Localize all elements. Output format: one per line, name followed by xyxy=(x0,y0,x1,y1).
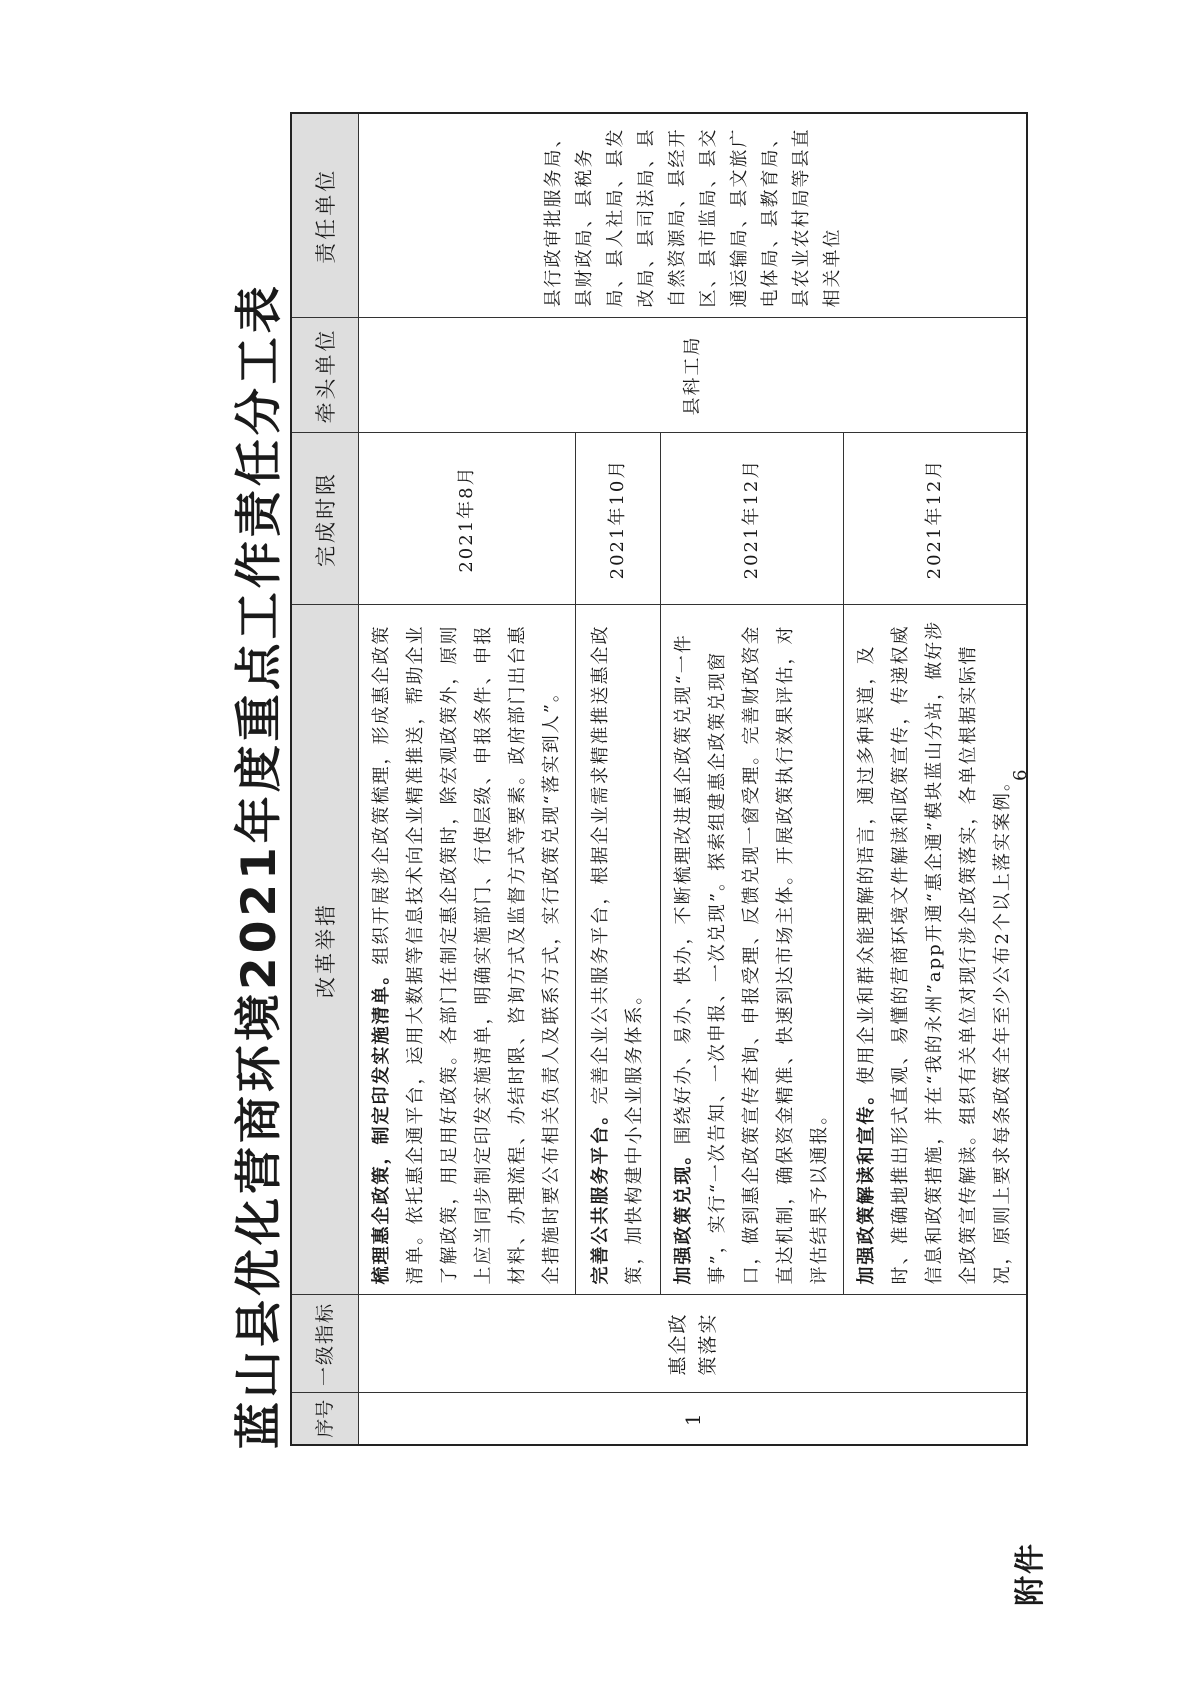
attachment-label: 附件 xyxy=(1013,1542,1048,1606)
measure-text: 围绕好办、易办、快办，不断梳理改进惠企政策兑现“一件事”，实行“一次告知、一次申报、一次兑现”。探索组建惠企政策兑现窗口，做到惠企政策宣传查询、申报受理、反馈兑现一窗受理。完善财政资金直达机制，确保资金精准、快速到达市场主体。开展政策执行效果评估，对评估结果予以通报。 xyxy=(673,624,830,1285)
deadline-cell: 2021年8月 xyxy=(359,433,576,605)
row-index: 1 xyxy=(359,1393,1028,1445)
measure-lead: 梳理惠企政策，制定印发实施清单。 xyxy=(371,964,392,1285)
measure-lead: 加强政策解读和宣传。 xyxy=(856,1084,877,1285)
responsible-units-cell: 县行政审批服务局、县财政局、县税务局、县人社局、县发改局、县司法局、县自然资源局、县经开区、县市监局、县交通运输局、县文旅广电体局、县教育局、县农业农村局等县直相关单位 xyxy=(359,113,1028,318)
deadline-cell: 2021年12月 xyxy=(661,433,844,605)
header-indicator: 一级指标 xyxy=(291,1295,359,1393)
header-lead-unit: 牵头单位 xyxy=(291,318,359,433)
header-responsible: 责任单位 xyxy=(291,113,359,318)
measure-text: 完善企业公共服务平台，根据企业需求精准推送惠企政策，加快构建中小企业服务体系。 xyxy=(590,624,645,1285)
row-indicator: 惠企政策落实 xyxy=(359,1295,1028,1393)
responsibility-table xyxy=(290,112,1028,1446)
lead-unit-cell: 县科工局 xyxy=(359,318,1028,433)
table-header-row xyxy=(291,113,359,1445)
header-deadline: 完成时限 xyxy=(291,433,359,605)
measure-cell xyxy=(576,605,661,1295)
measure-text: 使用企业和群众能理解的语言，通过多种渠道，及时、准确地推出形式直观、易懂的营商环境文件解读和政策宣传，传递权威信息和政策措施，并在“我的永州”app开通“惠企通”模块蓝山分站，做好涉企政策宣传解读。组织有关单位对现行涉企政策落实，各单位根据实际情况，原则上要求每条政策全年至少公布2个以上落实案例。 xyxy=(856,619,1013,1285)
table-row xyxy=(359,113,576,1445)
header-index: 序号 xyxy=(291,1393,359,1445)
measure-cell xyxy=(359,605,576,1295)
document-title: 蓝山县优化营商环境2021年度重点工作责任分工表 xyxy=(232,282,287,1449)
page-number: 6 xyxy=(1010,769,1031,781)
measure-lead: 加强政策兑现。 xyxy=(673,1144,694,1285)
header-measures: 改革举措 xyxy=(291,605,359,1295)
deadline-cell: 2021年10月 xyxy=(576,433,661,605)
measure-text: 组织开展涉企政策梳理，形成惠企政策清单。依托惠企通平台，运用大数据等信息技术向企业精准推送，帮助企业了解政策，用足用好政策。各部门在制定惠企政策时，除宏观政策外，原则上应当同步制定印发实施清单，明确实施部门、行使层级、申报条件、申报材料、办理流程、办结时限、咨询方式及监督方式等要素。政府部门出台惠企措施时要公布相关负责人及联系方式，实行政策兑现“落实到人”。 xyxy=(371,624,562,1285)
measure-cell xyxy=(661,605,844,1295)
deadline-cell: 2021年12月 xyxy=(844,433,1028,605)
measure-cell xyxy=(844,605,1028,1295)
measure-lead: 完善公共服务平台。 xyxy=(590,1104,611,1285)
